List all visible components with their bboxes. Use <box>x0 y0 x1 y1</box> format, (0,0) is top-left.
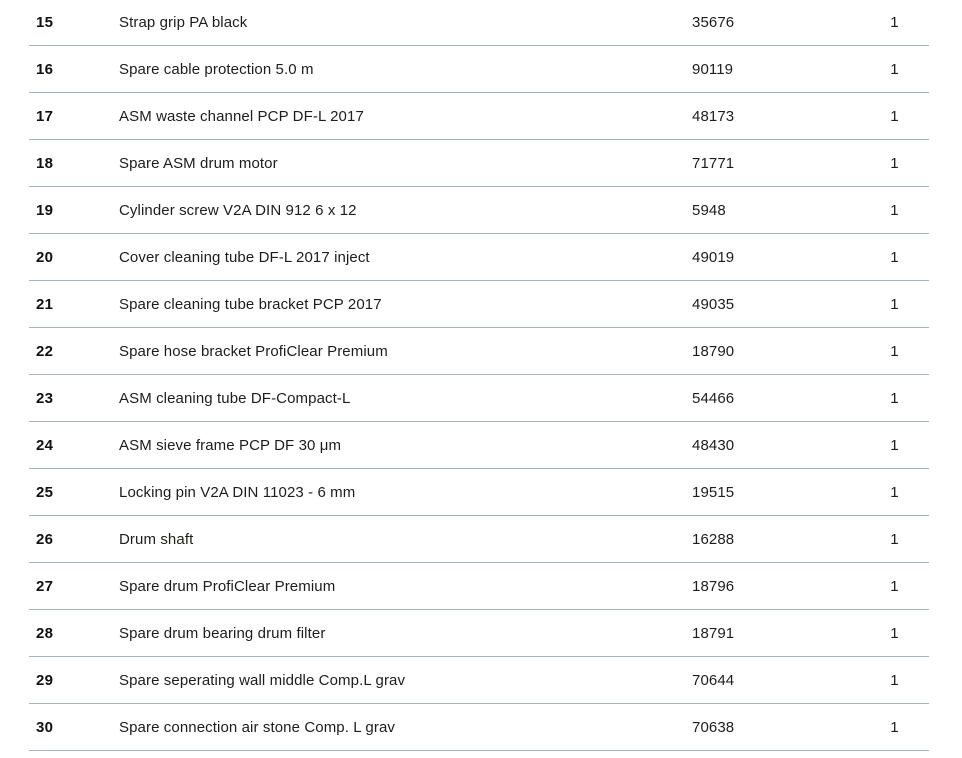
article-number-cell: 49019 <box>692 248 735 266</box>
article-number-cell: 18790 <box>692 342 735 360</box>
table-row <box>29 328 929 375</box>
position-cell: 15 <box>36 14 54 31</box>
table-row <box>29 46 929 93</box>
description-cell: Spare cable protection 5.0 m <box>119 60 314 78</box>
article-number-cell: 54466 <box>692 389 735 407</box>
quantity-cell: 1 <box>890 248 899 266</box>
article-number-cell: 48430 <box>692 436 735 454</box>
article-number-cell: 19515 <box>692 483 735 501</box>
article-number-cell: 70638 <box>692 718 735 736</box>
position-cell: 16 <box>36 60 54 78</box>
article-number-cell: 71771 <box>692 154 735 172</box>
quantity-cell: 1 <box>890 624 899 642</box>
table-row <box>29 469 929 516</box>
quantity-cell: 1 <box>890 201 899 219</box>
position-cell: 19 <box>36 201 54 219</box>
position-cell: 18 <box>36 154 54 172</box>
description-cell: Spare hose bracket ProfiClear Premium <box>119 342 388 360</box>
article-number-cell: 70644 <box>692 671 735 689</box>
position-cell: 24 <box>36 436 54 454</box>
quantity-cell: 1 <box>890 671 899 689</box>
spare-parts-table <box>29 0 929 751</box>
quantity-cell: 1 <box>890 295 899 313</box>
position-cell: 30 <box>36 718 54 736</box>
description-cell: Spare cleaning tube bracket PCP 2017 <box>119 295 382 313</box>
table-row <box>29 140 929 187</box>
position-cell: 21 <box>36 295 54 313</box>
quantity-cell: 1 <box>890 60 899 78</box>
quantity-cell: 1 <box>890 107 899 125</box>
table-row <box>29 516 929 563</box>
article-number-cell: 49035 <box>692 295 735 313</box>
description-cell: Spare drum bearing drum filter <box>119 624 326 642</box>
description-cell: Spare ASM drum motor <box>119 154 278 172</box>
table-row <box>29 375 929 422</box>
position-cell: 27 <box>36 577 54 595</box>
description-cell: ASM sieve frame PCP DF 30 μm <box>119 436 342 454</box>
table-row <box>29 610 929 657</box>
description-cell: ASM cleaning tube DF-Compact-L <box>119 389 351 407</box>
table-row <box>29 187 929 234</box>
description-cell: Drum shaft <box>119 530 194 548</box>
position-cell: 17 <box>36 107 54 125</box>
article-number-cell: 48173 <box>692 107 735 125</box>
article-number-cell: 5948 <box>692 201 726 219</box>
position-cell: 25 <box>36 483 54 501</box>
description-cell: Spare drum ProfiClear Premium <box>119 577 336 595</box>
article-number-cell: 90119 <box>692 60 734 78</box>
quantity-cell: 1 <box>890 154 899 172</box>
quantity-cell: 1 <box>890 577 899 595</box>
article-number-cell: 18796 <box>692 577 735 595</box>
table-row <box>29 563 929 610</box>
quantity-cell: 1 <box>890 342 899 360</box>
position-cell: 29 <box>36 671 54 689</box>
description-cell: Strap grip PA black <box>119 14 248 31</box>
quantity-cell: 1 <box>890 436 899 454</box>
position-cell: 28 <box>36 624 54 642</box>
table-row <box>29 234 929 281</box>
quantity-cell: 1 <box>890 14 899 31</box>
article-number-cell: 35676 <box>692 14 735 31</box>
quantity-cell: 1 <box>890 483 899 501</box>
position-cell: 22 <box>36 342 54 360</box>
description-cell: Locking pin V2A DIN 11023 - 6 mm <box>119 483 356 501</box>
table-row <box>29 704 929 751</box>
quantity-cell: 1 <box>890 718 899 736</box>
article-number-cell: 18791 <box>692 624 735 642</box>
table-row <box>29 93 929 140</box>
table-row <box>29 422 929 469</box>
table-row <box>29 281 929 328</box>
table-row <box>29 657 929 704</box>
position-cell: 23 <box>36 389 54 407</box>
position-cell: 20 <box>36 248 54 266</box>
description-cell: Cover cleaning tube DF-L 2017 inject <box>119 248 370 266</box>
quantity-cell: 1 <box>890 389 899 407</box>
position-cell: 26 <box>36 530 54 548</box>
description-cell: Cylinder screw V2A DIN 912 6 x 12 <box>119 201 357 219</box>
description-cell: Spare connection air stone Comp. L grav <box>119 718 395 736</box>
quantity-cell: 1 <box>890 530 899 548</box>
description-cell: Spare seperating wall middle Comp.L grav <box>119 671 406 689</box>
description-cell: ASM waste channel PCP DF-L 2017 <box>119 107 364 125</box>
article-number-cell: 16288 <box>692 530 735 548</box>
table-row <box>29 0 929 46</box>
